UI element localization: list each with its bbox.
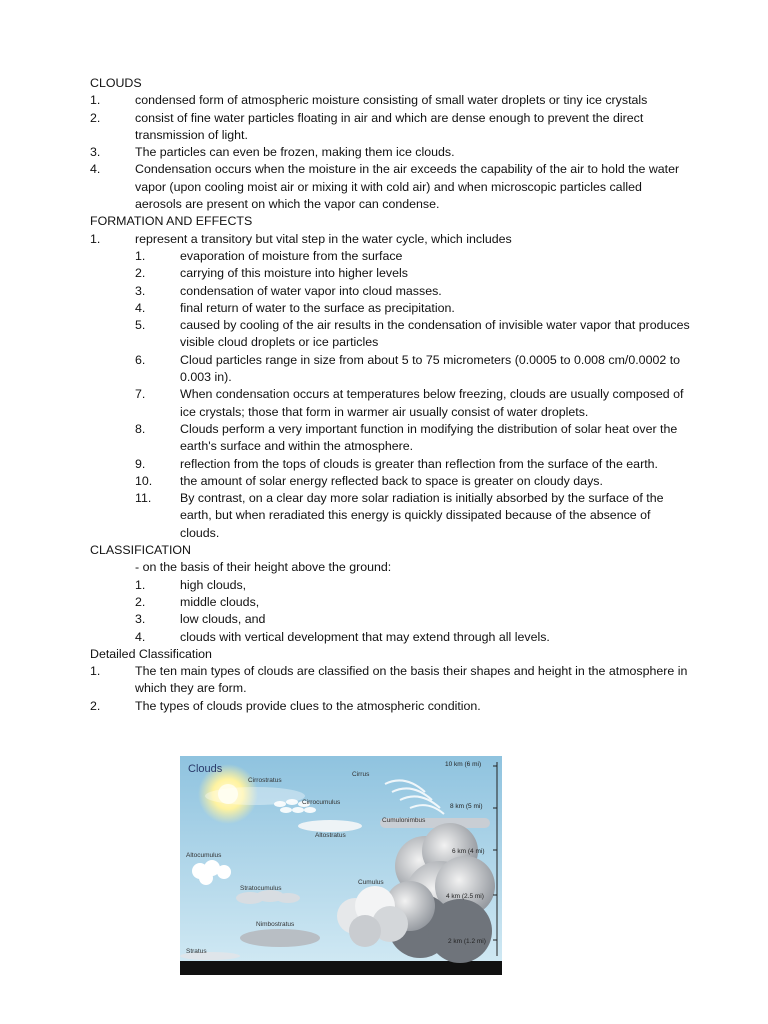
list-item [90,300,690,317]
list-item [90,629,690,646]
figure-title: Clouds [188,763,223,775]
list-number: 1. [90,231,101,246]
clouds-diagram [180,756,502,975]
section-heading-clouds: CLOUDS [90,76,142,90]
list-item [90,490,690,542]
label-cirrocumulus: Cirrocumulus [302,799,341,806]
label-nimbostratus: Nimbostratus [256,921,295,928]
label-cirrus: Cirrus [352,771,370,778]
list-item [90,248,690,265]
list-item [90,473,690,490]
list-number: 1. [90,664,101,679]
list-number: 4. [135,629,146,644]
section-heading-formation: FORMATION AND EFFECTS [90,214,253,229]
altostratus-cloud [298,820,362,832]
detailed-list [90,663,690,715]
list-number: 1. [90,93,101,108]
list-text: Condensation occurs when the moisture in the air exceeds the capability of the air to hold the water vapor (upon cooling moist air or mixing it with cold air) and when microscopic particles called aerosols are present on which the vapor can condense. [135,162,680,212]
section-heading-classification: CLASSIFICATION [90,543,191,558]
list-text: carrying of this moisture into higher levels [180,266,408,281]
list-number: 3. [90,145,101,160]
formation-sublist [90,248,690,542]
clouds-list [90,92,690,213]
list-text: caused by cooling of the air results in the condensation of invisible water vapor that produces visible cloud droplets or ice particles [180,318,690,350]
list-text: When condensation occurs at temperatures below freezing, clouds are usually composed of ice crystals; those that form in warmer air usually consist of water droplets. [180,387,684,419]
list-item [90,594,690,611]
list-number: 11. [135,491,152,506]
altitude-label: 10 km (6 mi) [445,761,482,768]
altitude-label: 4 km (2.5 mi) [446,893,484,900]
list-number: 4. [135,300,146,315]
list-number: 2. [90,110,101,125]
list-number: 3. [135,612,146,627]
list-text: consist of fine water particles floating in air and which are dense enough to prevent the direct transmission of light. [135,110,644,142]
list-text: Cloud particles range in size from about 5 to 75 micrometers (0.0005 to 0.008 cm/0.0002 to 0.003 in). [180,352,681,385]
list-item [90,698,690,715]
list-item [90,421,690,456]
list-item [90,611,690,628]
list-item [90,265,690,282]
list-number: 9. [135,456,146,471]
altitude-label: 8 km (5 mi) [450,803,483,810]
list-item [90,144,690,161]
document-body [90,75,690,715]
list-text: The types of clouds provide clues to the atmospheric condition. [135,698,481,713]
list-text: condensation of water vapor into cloud masses. [180,283,442,298]
list-item [90,317,690,352]
list-text: The particles can even be frozen, making them ice clouds. [135,145,455,160]
label-altocumulus: Altocumulus [186,852,222,859]
list-text: clouds with vertical development that may extend through all levels. [180,629,550,644]
list-number: 2. [135,266,146,281]
list-number: 10. [135,473,153,488]
list-number: 1. [135,248,146,263]
list-number: 3. [135,283,146,298]
nimbostratus-cloud [240,929,320,947]
label-stratus: Stratus [186,948,207,955]
classification-lead: - on the basis of their height above the ground: [135,560,392,575]
list-text: By contrast, on a clear day more solar radiation is initially absorbed by the surface of the earth, but when reradiated this energy is quickly dissipated because of the absence of clouds. [180,491,664,540]
ground-strip [180,961,502,975]
list-number: 2. [135,594,146,609]
list-item [90,577,690,594]
list-text: high clouds, [180,577,247,592]
list-number: 2. [90,698,101,713]
classification-sublist [90,577,690,646]
list-text: The ten main types of clouds are classified on the basis their shapes and height in the atmosphere in which they are form. [135,664,688,696]
list-number: 6. [135,352,146,367]
list-text: Clouds perform a very important function in modifying the distribution of solar heat over the earth's surface and within the atmosphere. [180,421,678,454]
list-number: 4. [90,162,101,177]
label-cumulonimbus: Cumulonimbus [382,817,426,824]
list-item [90,283,690,300]
list-item [90,352,690,387]
list-text: final return of water to the surface as precipitation. [180,300,455,315]
section-heading-detailed: Detailed Classification [90,646,212,661]
list-item [90,110,690,145]
label-cirrostratus: Cirrostratus [248,777,282,784]
list-text: middle clouds, [180,594,260,609]
altitude-label: 2 km (1.2 mi) [448,938,486,945]
list-item [90,386,690,421]
label-cumulus: Cumulus [358,879,384,886]
list-text: condensed form of atmospheric moisture consisting of small water droplets or tiny ice crystals [135,93,648,108]
list-number: 7. [135,387,146,402]
label-altostratus: Altostratus [315,832,346,839]
list-text: the amount of solar energy reflected back to space is greater on cloudy days. [180,473,603,488]
label-stratocumulus: Stratocumulus [240,885,282,892]
list-text: represent a transitory but vital step in the water cycle, which includes [135,231,512,246]
list-text: evaporation of moisture from the surface [180,248,403,263]
list-item [90,92,690,109]
list-item [90,663,690,698]
formation-lead-item [90,231,690,248]
altitude-label: 6 km (4 mi) [452,848,485,855]
list-item [90,456,690,473]
list-text: low clouds, and [180,612,266,627]
list-text: reflection from the tops of clouds is greater than reflection from the surface of the earth. [180,456,658,471]
list-number: 5. [135,318,146,333]
list-number: 1. [135,577,146,592]
list-number: 8. [135,421,146,436]
list-item [90,161,690,213]
